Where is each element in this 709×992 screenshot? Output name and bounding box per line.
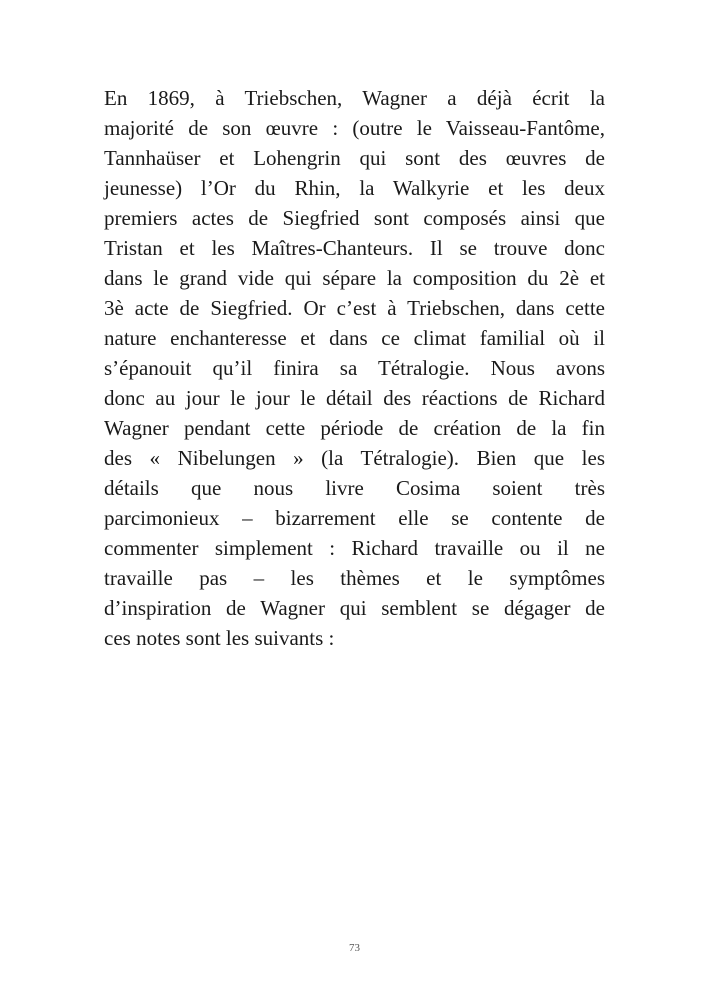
text-line: majorité de son œuvre : (outre le Vaisseau-Fantôme, [104, 116, 605, 140]
text-line: En 1869, à Triebschen, Wagner a déjà écrit la [104, 86, 605, 110]
text-line: Tristan et les Maîtres-Chanteurs. Il se trouve donc [104, 236, 605, 260]
page-number: 73 [349, 942, 360, 954]
text-line: s’épanouit qu’il finira sa Tétralogie. Nous avons [104, 356, 605, 380]
text-line: parcimonieux – bizarrement elle se contente de [104, 506, 605, 530]
text-line: travaille pas – les thèmes et le symptômes [104, 566, 605, 590]
text-line: donc au jour le jour le détail des réactions de Richard [104, 386, 605, 410]
text-line: ces notes sont les suivants : [104, 626, 335, 650]
text-line: des « Nibelungen » (la Tétralogie). Bien que les [104, 446, 605, 470]
text-line: nature enchanteresse et dans ce climat familial où il [104, 326, 605, 350]
text-line: Wagner pendant cette période de création de la fin [104, 416, 605, 440]
text-line: Tannhaüser et Lohengrin qui sont des œuvres de [104, 146, 605, 170]
text-line: 3è acte de Siegfried. Or c’est à Triebschen, dans cette [104, 296, 605, 320]
text-line: premiers actes de Siegfried sont composés ainsi que [104, 206, 605, 230]
text-line: détails que nous livre Cosima soient très [104, 476, 605, 500]
body-paragraph [104, 83, 605, 653]
text-line: jeunesse) l’Or du Rhin, la Walkyrie et les deux [104, 176, 605, 200]
text-line: d’inspiration de Wagner qui semblent se dégager de [104, 596, 605, 620]
text-line: dans le grand vide qui sépare la composition du 2è et [104, 266, 605, 290]
text-line: commenter simplement : Richard travaille ou il ne [104, 536, 605, 560]
